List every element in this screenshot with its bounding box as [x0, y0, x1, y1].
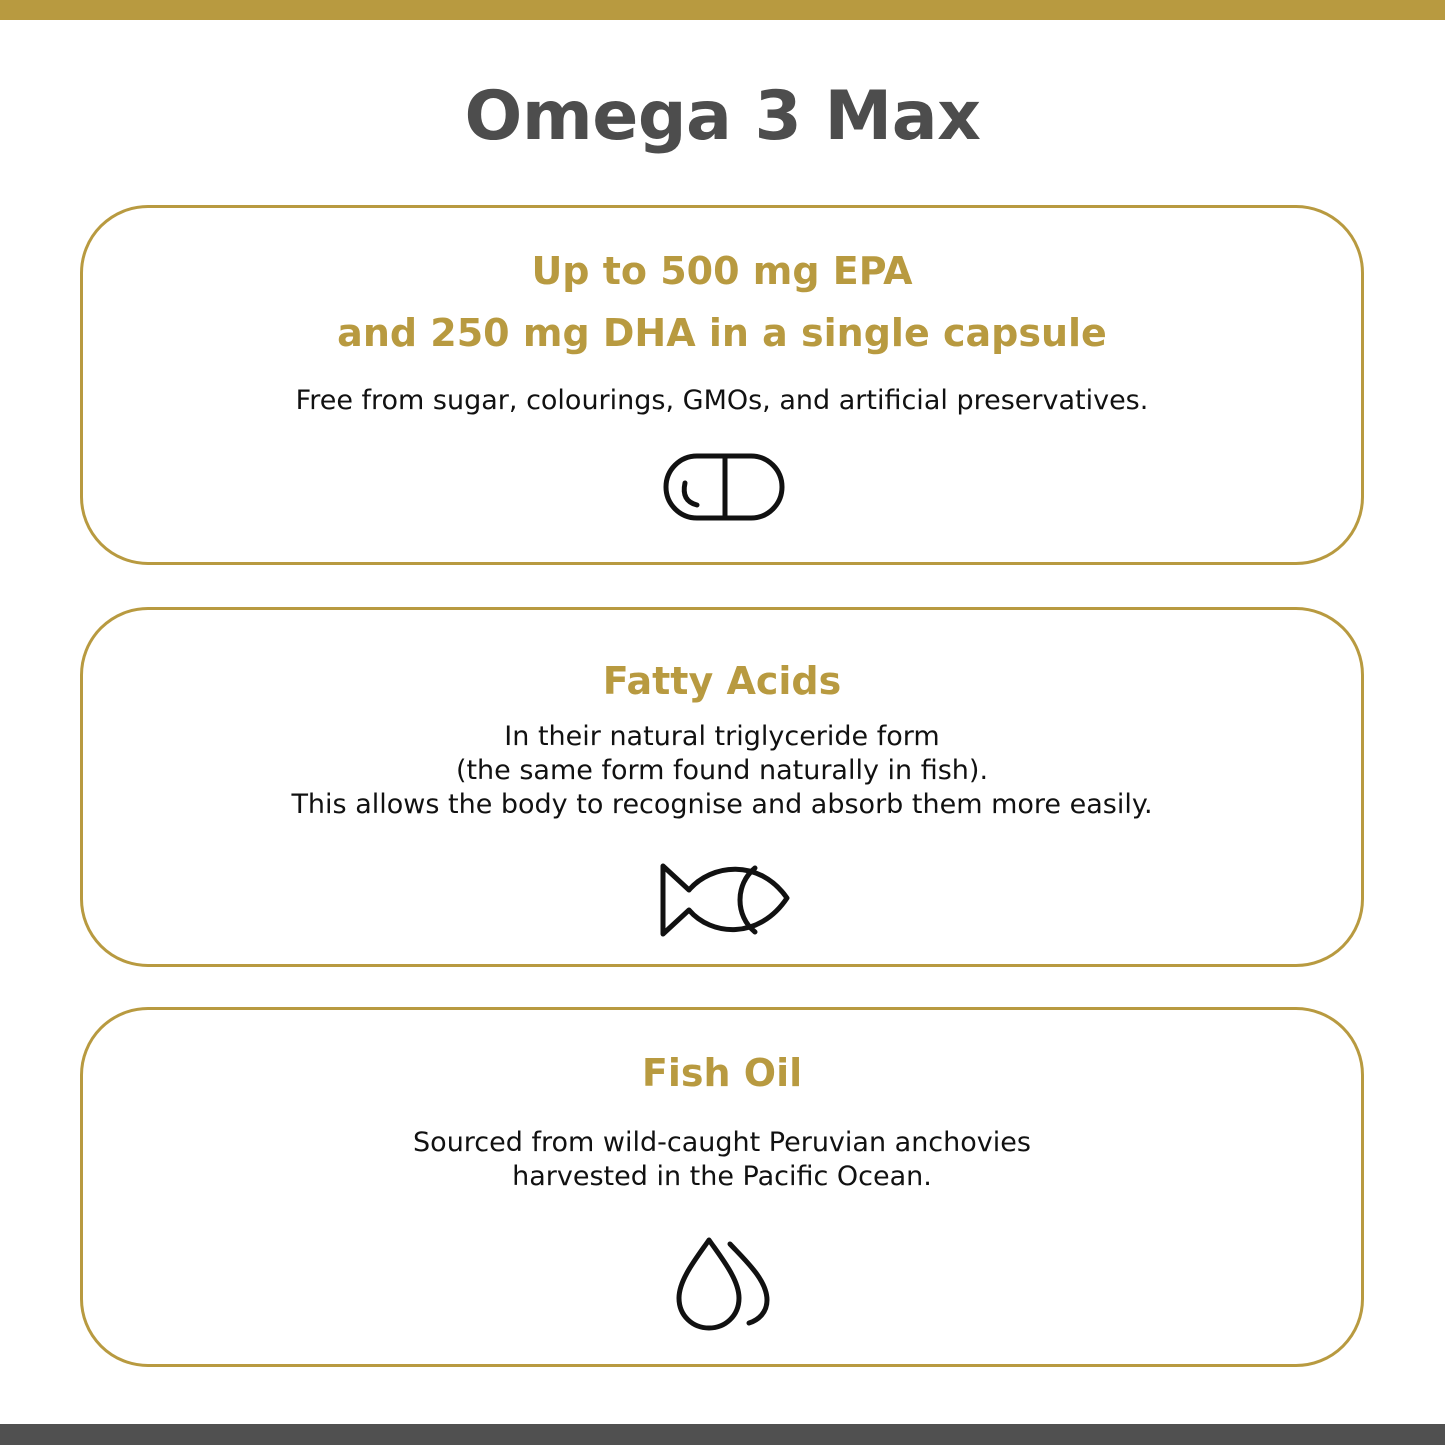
bottom-bar: [0, 1424, 1445, 1445]
card-title: [83, 1042, 1361, 1104]
card-title-line: and 250 mg DHA in a single capsule: [337, 311, 1107, 355]
card-text-line: In their natural triglyceride form: [504, 721, 940, 752]
fish-icon: [659, 858, 793, 942]
card-title-line: Up to 500 mg EPA: [531, 249, 913, 293]
feature-card-fish-oil: [80, 1007, 1364, 1367]
card-text-line: (the same form found naturally in fish).: [455, 755, 989, 786]
card-text-line: Sourced from wild-caught Peruvian anchovies: [413, 1127, 1031, 1158]
card-title-line: Fatty Acids: [602, 659, 842, 703]
card-text-line: Free from sugar, colourings, GMOs, and artificial preservatives.: [295, 385, 1149, 416]
card-description: [83, 720, 1361, 822]
card-description: [83, 1126, 1361, 1194]
capsule-icon: [663, 451, 787, 523]
card-text-line: This allows the body to recognise and absorb them more easily.: [291, 789, 1153, 820]
oil-drops-icon: [675, 1236, 779, 1334]
top-accent-bar: [0, 0, 1445, 20]
feature-card-capsule: [80, 205, 1364, 565]
feature-card-fatty-acids: [80, 607, 1364, 967]
card-title: [83, 650, 1361, 712]
card-title-line: Fish Oil: [641, 1051, 803, 1095]
card-description: [83, 384, 1361, 418]
card-text-line: harvested in the Pacific Ocean.: [512, 1161, 932, 1192]
page-title: Omega 3 Max: [464, 77, 981, 156]
card-title: [83, 240, 1361, 364]
